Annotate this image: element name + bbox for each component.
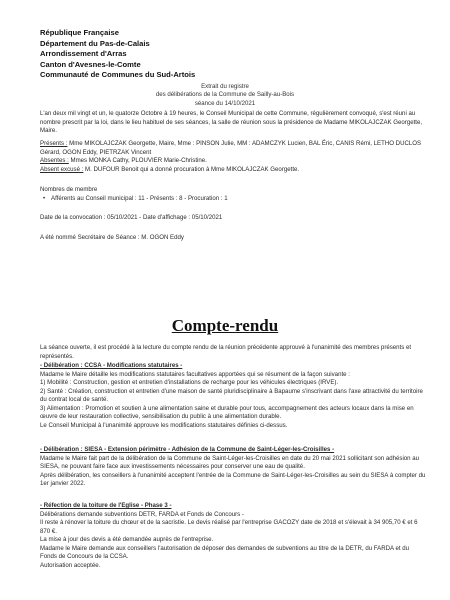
present-label: Présents :	[40, 140, 68, 147]
section-heading: - Délibération : CCSA - Modifications statutaires -	[40, 362, 183, 369]
section-line: Après délibération, les conseillers à l'unanimité acceptent l'entrée de la Commune de Saint-Léger-les-Croisilles au sein du SIESA à compter du 1er janvier 2022.	[40, 471, 426, 487]
section-line: Madame le Maire fait part de la délibération de la Commune de Saint-Léger-les-Croisilles en date du 20 mai 2021 sollicitant son adhésion au SIESA, ne pouvant faire face aux investissements nécessaires pour conserver une eau de qualité.	[40, 454, 420, 470]
members-line: • Afférents au Conseil municipal : 11 - Présents : 8 - Procuration : 1	[43, 194, 228, 202]
letterhead-line: Département du Pas-de-Calais	[40, 38, 150, 48]
members-block	[40, 186, 426, 203]
extract-line: des délibérations de la Commune de Sailly-au-Bois	[155, 91, 295, 99]
section-line: 1) Mobilité : Construction, gestion et entretien d'installations de recharge pour les véhicules électriques (IRVE).	[40, 379, 339, 386]
section-ccsa	[40, 362, 426, 430]
page-title: Compte-rendu	[171, 316, 279, 335]
section-heading: - Délibération : SIESA - Extension périmètre - Adhésion de la Commune de Saint-Léger-les-Croisilles -	[40, 446, 335, 453]
secretary-text: A été nommé Secrétaire de Séance : M. OGON Eddy	[40, 234, 184, 241]
letterhead-line: Communauté de Communes du Sud-Artois	[40, 70, 196, 80]
members-count: Afférents au Conseil municipal : 11 - Présents : 8 - Procuration : 1	[51, 194, 228, 202]
section-line: Délibérations demande subventions DETR, FARDA et Fonds de Concours -	[40, 510, 244, 518]
secretary-line	[40, 234, 426, 243]
letterhead-line: Arrondissement d'Arras	[40, 49, 127, 59]
intro-paragraph	[40, 110, 426, 136]
opening-text: La séance ouverte, il est procédé à la lecture du compte rendu de la réunion précédente approuvé à l'unanimité des membres présents et représentés.	[40, 344, 412, 360]
extract-line: Extrait du registre	[201, 83, 249, 90]
absent-label: Absentes :	[40, 157, 69, 164]
section-line: Madame le Maire détaille les modifications statutaires facultatives apportées qui se résument de la façon suivante :	[40, 370, 350, 378]
section-line: 3) Alimentation : Promotion et soutien à une alimentation saine et durable pour tous, accompagnement des acteurs locaux dans la mise en œuvre de leur restauration collective, sensibilisation du public à une alimentation durable.	[40, 404, 414, 420]
attendance	[40, 140, 426, 174]
section-line: La mise à jour des devis a été demandée auprès de l'entreprise.	[40, 536, 214, 543]
present-text: Mme MIKOLAJCZAK Georgette, Maire, Mme : PINSON Julie, MM : ADAMCZYK Lucien, BAL Éric, CANIS Rémi, LETHO DUCLOS Gérard, OGON Eddy, PIETRZAK Vincent	[40, 140, 422, 156]
letterhead	[40, 28, 195, 81]
section-siesa	[40, 446, 426, 489]
dates-line	[40, 214, 426, 223]
section-line: 2) Santé : Création, construction et entretien d'une maison de santé pluridisciplinaire à Bapaume s'inscrivant dans l'axe attractivité du territoire du contrat local de santé.	[40, 387, 423, 403]
section-heading: - Réfection de la toiture de l'Eglise - Phase 3 -	[40, 502, 172, 509]
letterhead-line: Canton d'Avesnes-le-Comte	[40, 59, 141, 69]
dates-text: Date de la convocation : 05/10/2021 - Date d'affichage : 05/10/2021	[40, 214, 223, 221]
absent-line	[40, 157, 426, 166]
extract-line: séance du 14/10/2021	[194, 99, 256, 107]
excused-line	[40, 166, 426, 175]
excused-label: Absent excusé :	[40, 165, 84, 173]
section-line: Madame le Maire demande aux conseillers l'autorisation de déposer des demandes de subventions au titre de la DETR, du FARDA et du Fonds de Concours de la CCSA.	[40, 544, 410, 560]
excused-text: M. DUFOUR Benoit qui a donné procuration à Mme MIKOLAJCZAK Georgette.	[83, 165, 300, 173]
section-line: Le Conseil Municipal à l'unanimité approuve les modifications statutaires définies ci-dessus.	[40, 421, 288, 429]
letterhead-line: République Française	[40, 28, 119, 37]
intro-text: L'an deux mil vingt et un, le quatorze Octobre à 19 heures, le Conseil Municipal de cette Commune, régulièrement convoqué, s'est réuni au nombre prescrit par la loi, dans le lieu habituel de ses séances, la salle de réunion sous la présidence de Madame MIKOLAJCZAK Georgette, Maire.	[40, 110, 423, 134]
members-heading: Nombres de membre	[40, 186, 98, 193]
section-line: Autorisation acceptée.	[40, 561, 101, 569]
register-extract	[120, 83, 330, 108]
present-line	[40, 140, 426, 157]
section-line: Il reste à rénover la toiture du chœur et de la sacristie. Le devis réalisé par l'entreprise GACOZY date de 2018 et s'élevait à 34 905,70 € et 6 870 €.	[40, 519, 418, 535]
section-church-roof	[40, 502, 426, 570]
opening-paragraph	[40, 344, 426, 361]
absent-text: Mmes MONKA Cathy, PLOUVIER Marie-Christine.	[68, 157, 207, 164]
